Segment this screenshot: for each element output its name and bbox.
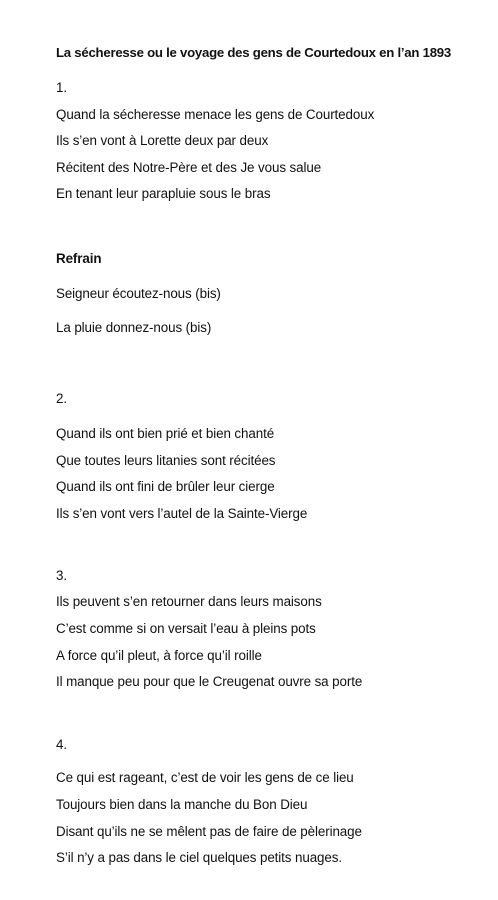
verse-number-1: 1. [56, 80, 67, 95]
verse-1-line-1: Quand la sécheresse menace les gens de Courtedoux [56, 107, 375, 122]
verse-4-line-3: Disant qu’ils ne se mêlent pas de faire de pèlerinage [56, 824, 362, 839]
verse-1-line-2: Ils s’en vont à Lorette deux par deux [56, 133, 269, 148]
document-title: La sécheresse ou le voyage des gens de Courtedoux en l’an 1893 [56, 45, 451, 60]
refrain-line-2: La pluie donnez-nous (bis) [56, 320, 212, 335]
verse-number-2: 2. [56, 391, 67, 406]
verse-3-line-1: Ils peuvent s’en retourner dans leurs maisons [56, 594, 322, 609]
verse-2-line-1: Quand ils ont bien prié et bien chanté [56, 426, 275, 441]
verse-4-line-2: Toujours bien dans la manche du Bon Dieu [56, 797, 308, 812]
verse-1-line-4: En tenant leur parapluie sous le bras [56, 186, 271, 201]
verse-3-line-3: A force qu’il pleut, à force qu’il roille [56, 648, 262, 663]
verse-4-line-4: S’il n’y a pas dans le ciel quelques petits nuages. [56, 850, 342, 865]
verse-2-line-4: Ils s’en vont vers l’autel de la Sainte-Vierge [56, 506, 308, 521]
verse-3-line-4: Il manque peu pour que le Creugenat ouvre sa porte [56, 674, 363, 689]
verse-2-line-3: Quand ils ont fini de brûler leur cierge [56, 479, 275, 494]
verse-number-3: 3. [56, 568, 67, 583]
verse-2-line-2: Que toutes leurs litanies sont récitées [56, 453, 276, 468]
verse-1-line-3: Récitent des Notre-Père et des Je vous salue [56, 160, 322, 175]
refrain-heading: Refrain [56, 251, 102, 266]
verse-4-line-1: Ce qui est rageant, c’est de voir les gens de ce lieu [56, 770, 354, 785]
refrain-line-1: Seigneur écoutez-nous (bis) [56, 286, 221, 301]
verse-number-4: 4. [56, 737, 67, 752]
verse-3-line-2: C’est comme si on versait l’eau à pleins pots [56, 621, 316, 636]
